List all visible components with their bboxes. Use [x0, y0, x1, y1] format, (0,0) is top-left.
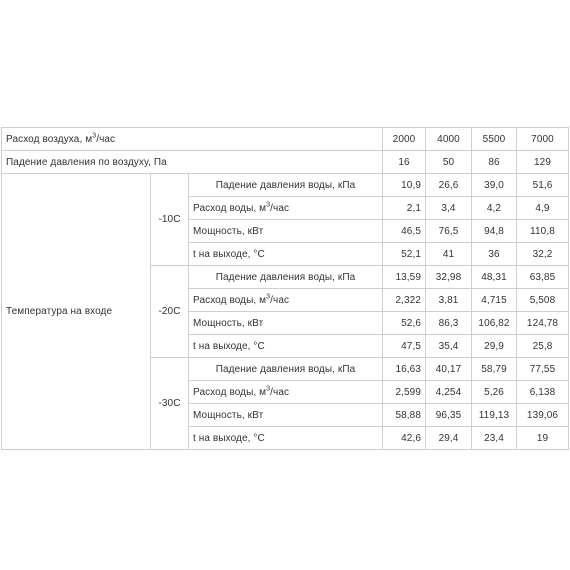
- airflow-row: [2, 128, 569, 151]
- param-value: 25,8: [517, 335, 569, 358]
- param-value: 4,2: [472, 197, 517, 220]
- param-value: 47,5: [383, 335, 426, 358]
- param-label: Мощность, кВт: [189, 312, 383, 335]
- air-pressure-drop-value: 129: [517, 151, 569, 174]
- param-value: 4,9: [517, 197, 569, 220]
- param-value: 76,5: [426, 220, 472, 243]
- param-value: 58,79: [472, 358, 517, 381]
- param-value: 16,63: [383, 358, 426, 381]
- param-value: 58,88: [383, 404, 426, 427]
- air-pressure-drop-value: 16: [383, 151, 426, 174]
- group-temp-label: -20С: [151, 266, 189, 358]
- air-pressure-drop-row: [2, 151, 569, 174]
- param-value: 6,138: [517, 381, 569, 404]
- param-value: 46,5: [383, 220, 426, 243]
- param-value: 51,6: [517, 174, 569, 197]
- param-value: 5,26: [472, 381, 517, 404]
- param-value: 94,8: [472, 220, 517, 243]
- airflow-value: 5500: [472, 128, 517, 151]
- param-value: 36: [472, 243, 517, 266]
- inlet-temp-label: Температура на входе: [2, 174, 151, 450]
- param-value: 2,1: [383, 197, 426, 220]
- param-value: 3,81: [426, 289, 472, 312]
- param-label: Падение давления воды, кПа: [189, 266, 383, 289]
- param-value: 29,4: [426, 427, 472, 450]
- group-temp-label: -30С: [151, 358, 189, 450]
- param-value: 2,599: [383, 381, 426, 404]
- param-value: 124,78: [517, 312, 569, 335]
- air-pressure-drop-value: 50: [426, 151, 472, 174]
- param-value: 106,82: [472, 312, 517, 335]
- param-value: 48,31: [472, 266, 517, 289]
- param-value: 96,35: [426, 404, 472, 427]
- param-label: Расход воды, $м^3$/час: [189, 197, 383, 220]
- airflow-value: 2000: [383, 128, 426, 151]
- param-value: 110,8: [517, 220, 569, 243]
- param-label: t на выходе, °С: [189, 427, 383, 450]
- param-label: Падение давления воды, кПа: [189, 174, 383, 197]
- param-value: 10,9: [383, 174, 426, 197]
- airflow-value: 4000: [426, 128, 472, 151]
- airflow-label: Расход воздуха, $м^3$/час: [2, 128, 383, 151]
- air-pressure-drop-value: 86: [472, 151, 517, 174]
- param-value: 119,13: [472, 404, 517, 427]
- param-value: 41: [426, 243, 472, 266]
- param-value: 2,322: [383, 289, 426, 312]
- param-value: 86,3: [426, 312, 472, 335]
- airflow-value: 7000: [517, 128, 569, 151]
- param-label: Расход воды, $м^3$/час: [189, 289, 383, 312]
- param-value: 19: [517, 427, 569, 450]
- param-label: Мощность, кВт: [189, 220, 383, 243]
- param-value: 139,06: [517, 404, 569, 427]
- param-value: 52,1: [383, 243, 426, 266]
- param-value: 26,6: [426, 174, 472, 197]
- air-pressure-drop-label: Падение давления по воздуху, Па: [2, 151, 383, 174]
- param-value: 42,6: [383, 427, 426, 450]
- specs-table: [1, 127, 569, 450]
- param-value: 4,715: [472, 289, 517, 312]
- param-value: 32,98: [426, 266, 472, 289]
- param-value: 4,254: [426, 381, 472, 404]
- param-value: 3,4: [426, 197, 472, 220]
- param-label: Расход воды, $м^3$/час: [189, 381, 383, 404]
- param-value: 52,6: [383, 312, 426, 335]
- group-temp-label: -10С: [151, 174, 189, 266]
- param-label: Мощность, кВт: [189, 404, 383, 427]
- param-value: 63,85: [517, 266, 569, 289]
- table-row: [2, 174, 569, 197]
- param-value: 40,17: [426, 358, 472, 381]
- param-value: 39,0: [472, 174, 517, 197]
- param-value: 13,59: [383, 266, 426, 289]
- param-label: t на выходе, °С: [189, 243, 383, 266]
- param-value: 32,2: [517, 243, 569, 266]
- param-value: 5,508: [517, 289, 569, 312]
- param-value: 29,9: [472, 335, 517, 358]
- param-label: t на выходе, °С: [189, 335, 383, 358]
- param-value: 35,4: [426, 335, 472, 358]
- param-value: 23,4: [472, 427, 517, 450]
- param-label: Падение давления воды, кПа: [189, 358, 383, 381]
- param-value: 77,55: [517, 358, 569, 381]
